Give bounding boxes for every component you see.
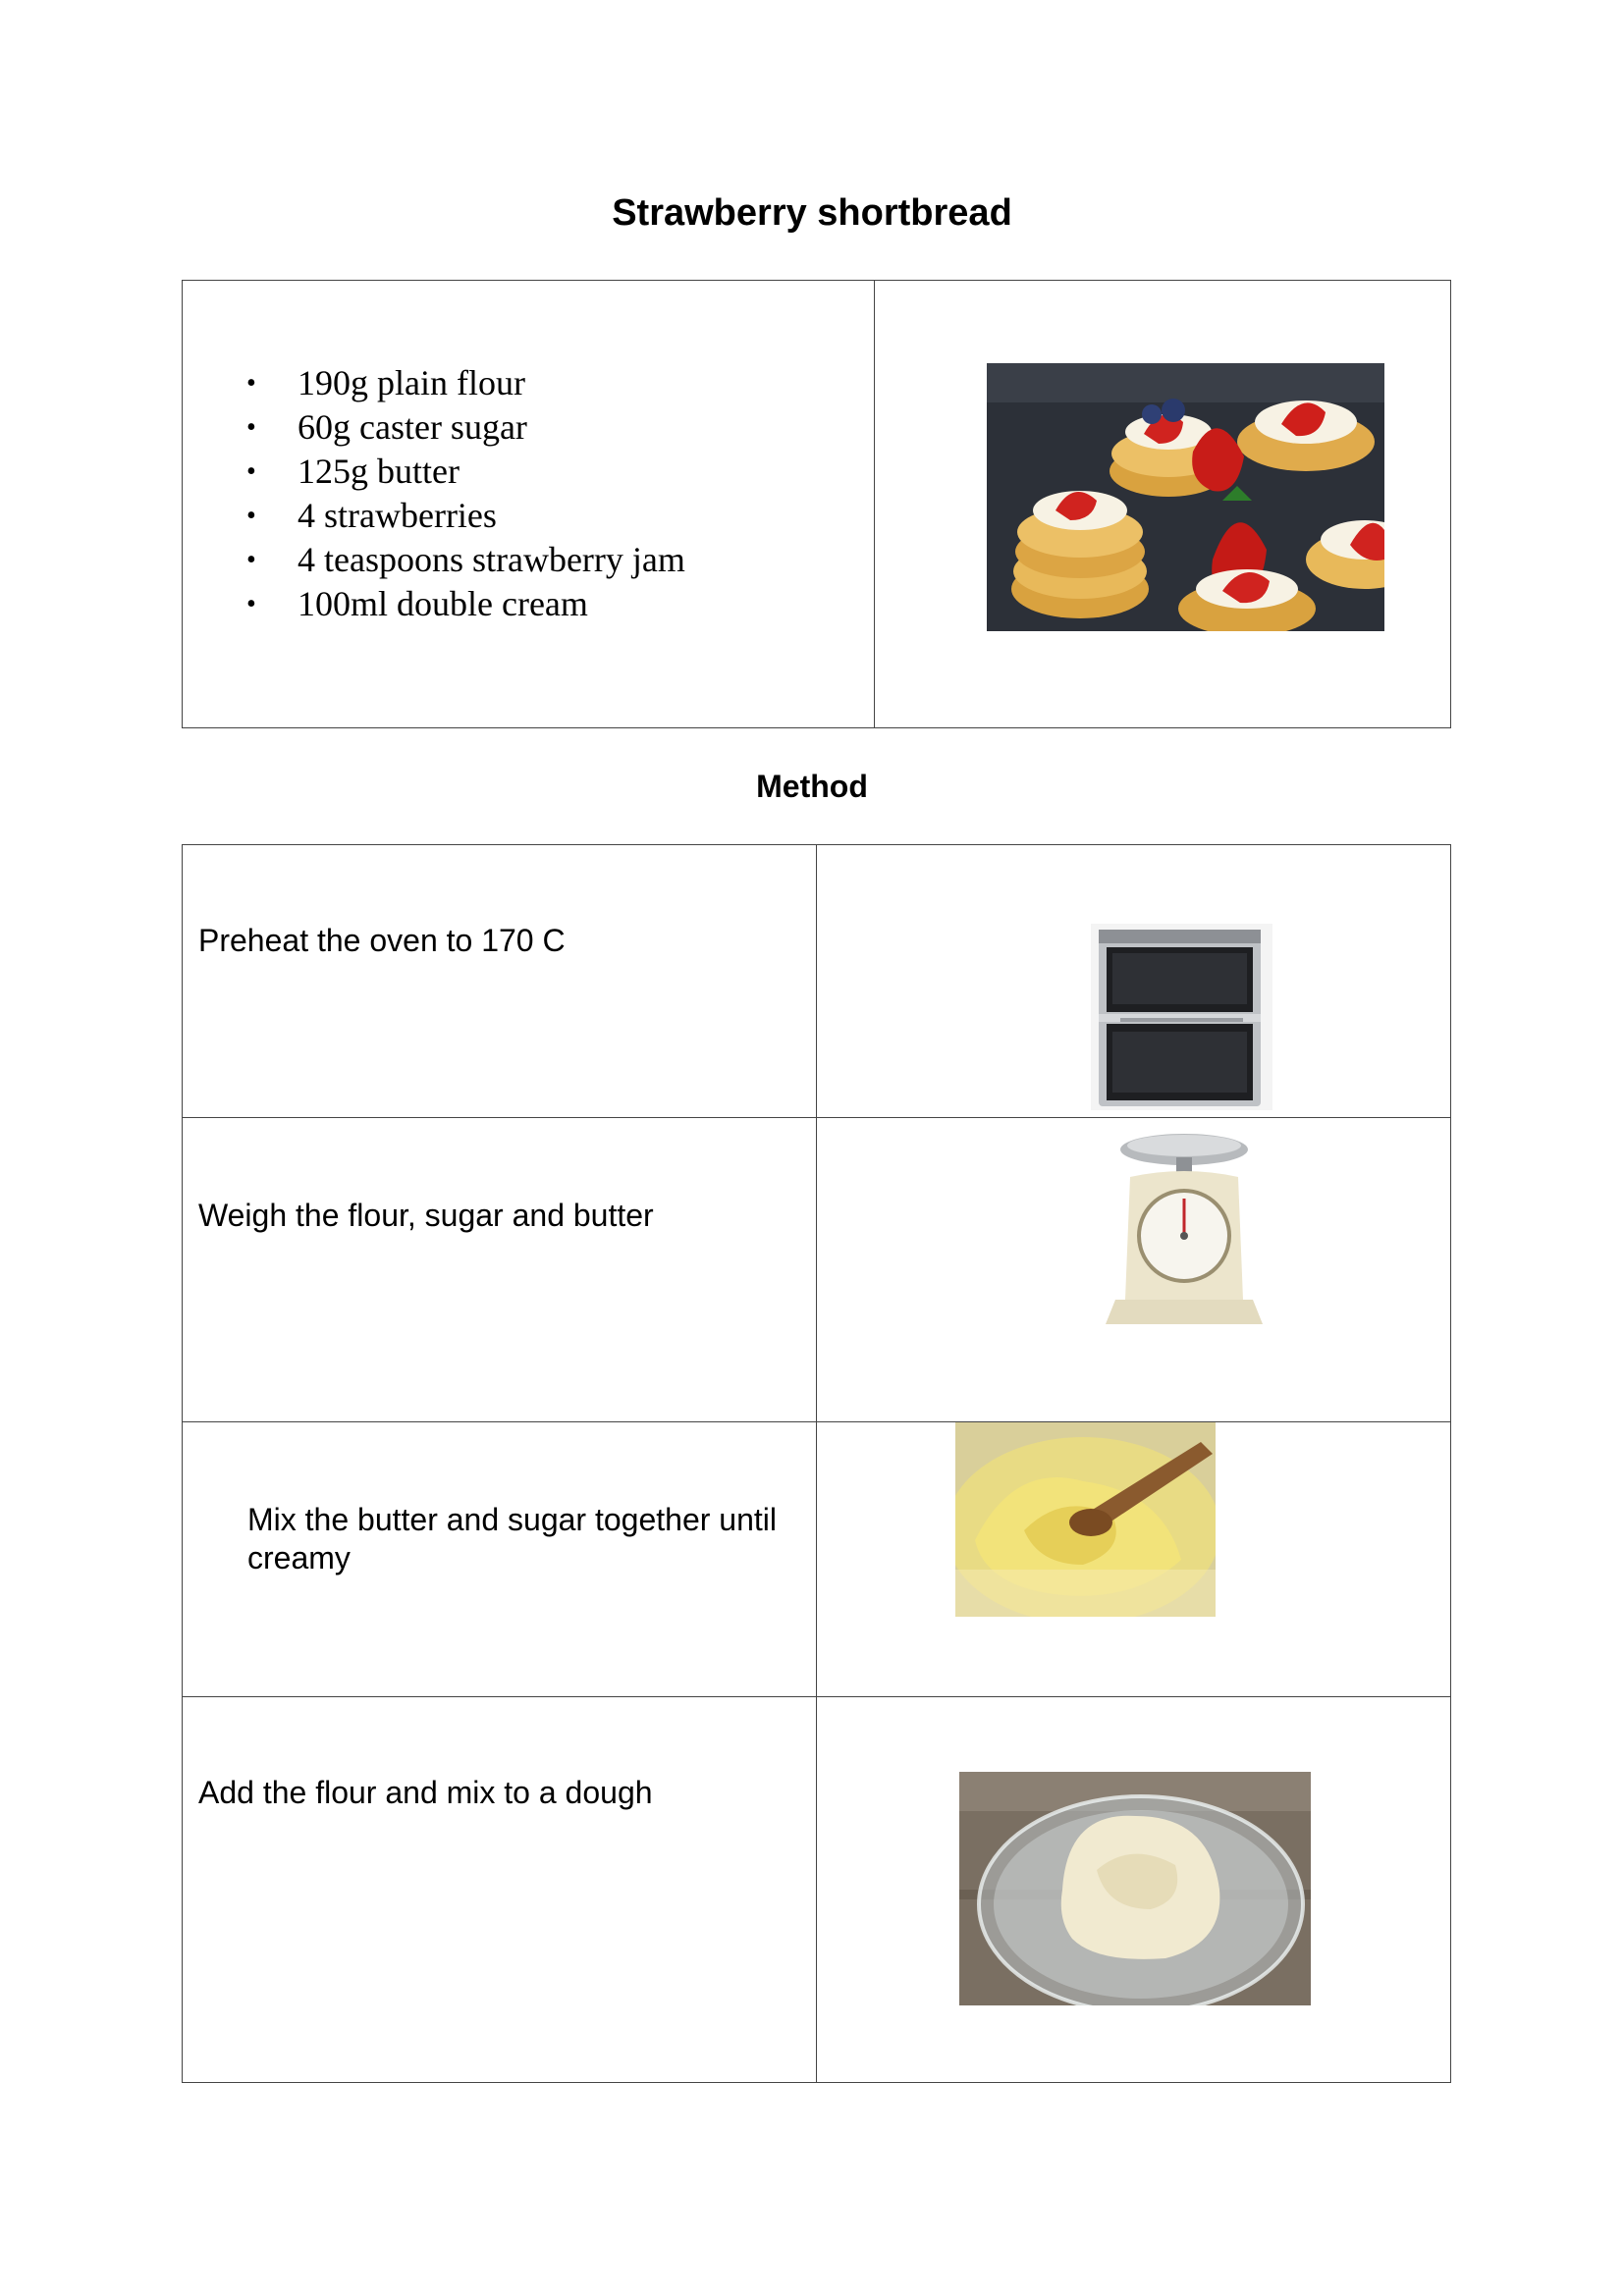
ingredient-item: • 4 strawberries <box>183 494 685 538</box>
strawberry-shortbread-photo <box>987 363 1384 631</box>
method-table <box>182 844 1451 2083</box>
ingredient-item: • 4 teaspoons strawberry jam <box>183 538 685 582</box>
dough-in-bowl-photo <box>959 1772 1311 2005</box>
ingredients-list <box>183 361 685 626</box>
method-row <box>183 1421 1450 1696</box>
kitchen-scale-photo <box>1086 1128 1282 1329</box>
method-row <box>183 1117 1450 1421</box>
creaming-butter-photo <box>955 1422 1216 1617</box>
ingredient-item: • 125g butter <box>183 450 685 494</box>
ingredient-item: • 190g plain flour <box>183 361 685 405</box>
method-heading: Method <box>756 769 868 804</box>
method-row <box>183 1696 1450 2084</box>
ingredients-cell <box>183 281 875 727</box>
ingredients-table <box>182 280 1451 728</box>
ingredient-item: • 100ml double cream <box>183 582 685 626</box>
method-row <box>183 845 1450 1117</box>
oven-photo <box>1091 924 1272 1110</box>
page-title: Strawberry shortbread <box>612 192 1012 234</box>
step-text: Mix the butter and sugar together until creamy <box>247 1502 777 1575</box>
step-text: Add the flour and mix to a dough <box>198 1775 653 1810</box>
step-text: Weigh the flour, sugar and butter <box>198 1198 654 1233</box>
ingredient-item: • 60g caster sugar <box>183 405 685 450</box>
header-image-cell <box>875 281 1450 727</box>
step-text: Preheat the oven to 170 C <box>198 923 566 958</box>
